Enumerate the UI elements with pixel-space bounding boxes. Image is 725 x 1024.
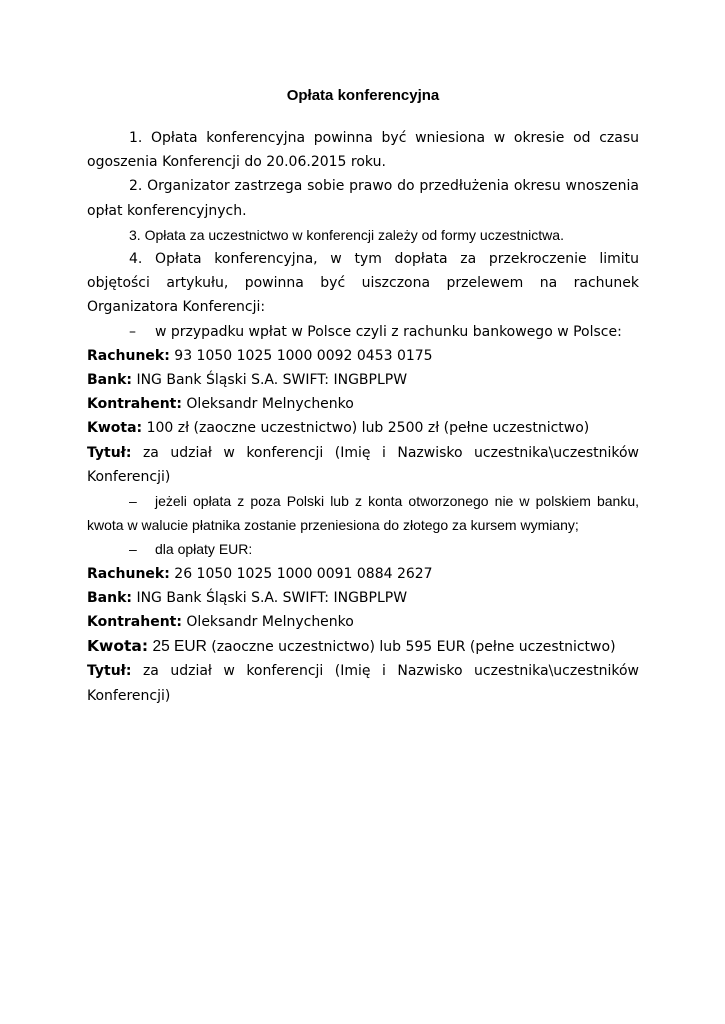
list-item-4: 4. Opłata konferencyjna, w tym dopłata za przekroczenie limitu objętości artykułu, powinna być uiszczona przelewem na rachunek Organizatora Konferencji: (87, 251, 639, 316)
list-item-1: 1. Opłata konferencyjna powinna być wniesiona w okresie od czasu ogoszenia Konferencji do 20.06.2015 roku. (87, 130, 639, 171)
eur-account-line (87, 562, 639, 586)
eur-title-label: Tytuł: (87, 663, 132, 680)
pln-title-label: Tytuł: (87, 444, 132, 461)
dash-mark: – (129, 323, 136, 340)
dash-mark: – (129, 541, 137, 558)
pln-amount-label: Kwota: (87, 420, 143, 437)
eur-bank-label: Bank: (87, 589, 132, 606)
eur-amount-label: Kwota: (87, 637, 149, 656)
foreign-dash-text: jeżeli opłata z poza Polski lub z konta otworzonego nie w polskiem banku, kwota w walucie płatnika zostanie przeniesiona do złotego za kursem wymiany; (87, 493, 639, 534)
pln-contractor-label: Kontrahent: (87, 396, 182, 413)
pln-bank-line (87, 368, 639, 392)
eur-dash-item (87, 537, 639, 561)
pln-amount-line (87, 416, 639, 440)
pln-dash-item (87, 320, 639, 344)
eur-title-line (87, 659, 639, 707)
eur-bank-line (87, 586, 639, 610)
foreign-dash-item (87, 489, 639, 537)
pln-account-line (87, 344, 639, 368)
eur-dash-text: dla opłaty EUR: (155, 541, 253, 558)
eur-amount-line (87, 634, 639, 659)
pln-dash-text: w przypadku wpłat w Polsce czyli z rachunku bankowego w Polsce: (155, 323, 622, 340)
page-title: Opłata konferencyjna (286, 87, 440, 104)
eur-bank-value: ING Bank Śląski S.A. SWIFT: INGBPLPW (136, 589, 408, 606)
eur-account-label: Rachunek: (87, 565, 170, 582)
dash-mark: – (129, 493, 137, 510)
eur-contractor-line (87, 610, 639, 634)
list-item-3: 3. Opłata za uczestnictwo w konferencji zależy od formy uczestnictwa. (129, 226, 564, 243)
pln-contractor-line (87, 392, 639, 416)
eur-title-value: za udział w konferencji (Imię i Nazwisko uczestnika\uczestników Konferencji) (87, 663, 639, 704)
eur-amount-value: (zaoczne uczestnictwo) lub 595 EUR (pełne uczestnictwo) (211, 639, 616, 656)
pln-contractor-value: Oleksandr Melnychenko (186, 396, 354, 413)
document-body (87, 126, 639, 708)
pln-account-value: 93 1050 1025 1000 0092 0453 0175 (174, 347, 433, 364)
pln-title-value: za udział w konferencji (Imię i Nazwisko uczestnika\uczestników Konferencji) (87, 444, 639, 485)
list-item-2: 2. Organizator zastrzega sobie prawo do przedłużenia okresu wnoszenia opłat konferencyjnych. (87, 178, 639, 219)
pln-bank-label: Bank: (87, 372, 132, 389)
eur-account-value: 26 1050 1025 1000 0091 0884 2627 (174, 565, 433, 582)
eur-contractor-label: Kontrahent: (87, 614, 182, 631)
eur-contractor-value: Oleksandr Melnychenko (186, 614, 354, 631)
eur-amount-number: 25 EUR (152, 638, 207, 656)
pln-title-line (87, 441, 639, 489)
pln-amount-value: 100 zł (zaoczne uczestnictwo) lub 2500 zł (pełne uczestnictwo) (146, 420, 590, 437)
pln-account-label: Rachunek: (87, 347, 170, 364)
pln-bank-value: ING Bank Śląski S.A. SWIFT: INGBPLPW (136, 372, 408, 389)
